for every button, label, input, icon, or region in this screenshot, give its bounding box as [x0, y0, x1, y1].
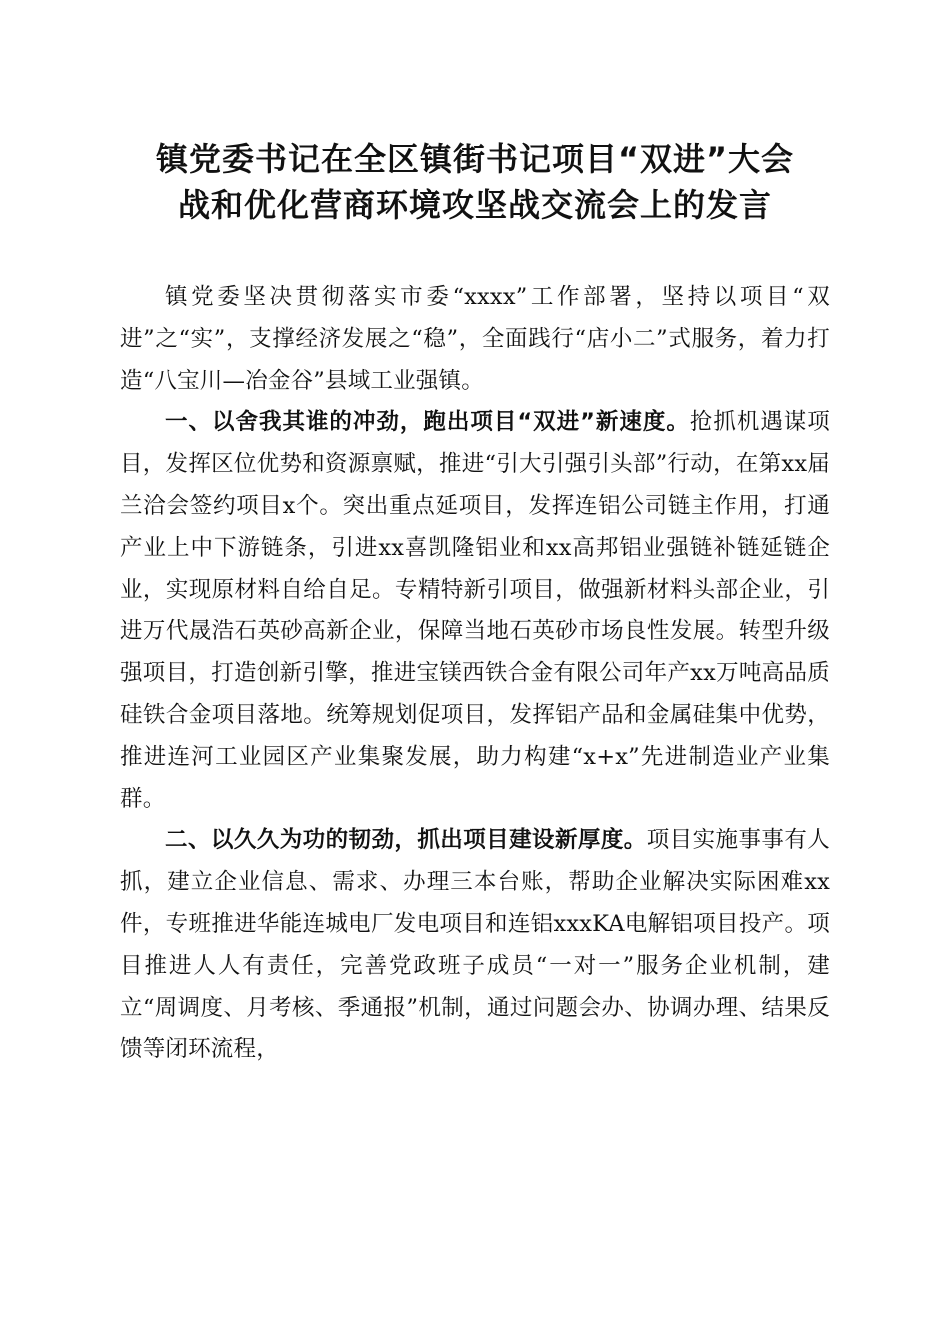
paragraph-text: 镇党委坚决贯彻落实市委“xxxx”工作部署，坚持以项目“双进”之“实”，支撑经济发展之“稳”，全面践行“店小二”式服务，着力打造“八宝川—冶金谷”县域工业强镇。 — [120, 284, 830, 394]
document-body — [120, 277, 830, 1071]
title-line-2: 战和优化营商环境攻坚战交流会上的发言 — [177, 186, 772, 224]
paragraph-section-2 — [120, 820, 830, 1071]
section-heading: 一、以舍我其谁的冲劲，跑出项目“双进”新速度。 — [165, 409, 690, 436]
document-title — [100, 136, 850, 228]
title-line-1: 镇党委书记在全区镇街书记项目“双进”大会 — [155, 140, 795, 178]
paragraph-section-1 — [120, 402, 830, 820]
paragraph-text: 抢抓机遇谋项目，发挥区位优势和资源禀赋，推进“引大引强引头部”行动，在第xx届兰洽会签约项目x个。突出重点延项目，发挥连铝公司链主作用，打通产业上中下游链条，引进xx喜凯隆铝业和xx高邦铝业强链补链延链企业，实现原材料自给自足。专精特新引项目，做强新材料头部企业，引进万代晟浩石英砂高新企业，保障当地石英砂市场良性发展。转型升级强项目，打造创新引擎，推进宝镁西铁合金有限公司年产xx万吨高品质硅铁合金项目落地。统筹规划促项目，发挥铝产品和金属硅集中优势，推进连河工业园区产业集聚发展，助力构建“x+x”先进制造业产业集群。 — [120, 409, 830, 812]
paragraph-intro — [120, 277, 830, 402]
section-heading: 二、以久久为功的韧劲，抓出项目建设新厚度。 — [165, 827, 647, 854]
paragraph-text: 项目实施事事有人抓，建立企业信息、需求、办理三本台账，帮助企业解决实际困难xx件，专班推进华能连城电厂发电项目和连铝xxxKA电解铝项目投产。项目推进人人有责任，完善党政班子成员“一对一”服务企业机制，建立“周调度、月考核、季通报”机制，通过问题会办、协调办理、结果反馈等闭环流程， — [120, 827, 830, 1063]
